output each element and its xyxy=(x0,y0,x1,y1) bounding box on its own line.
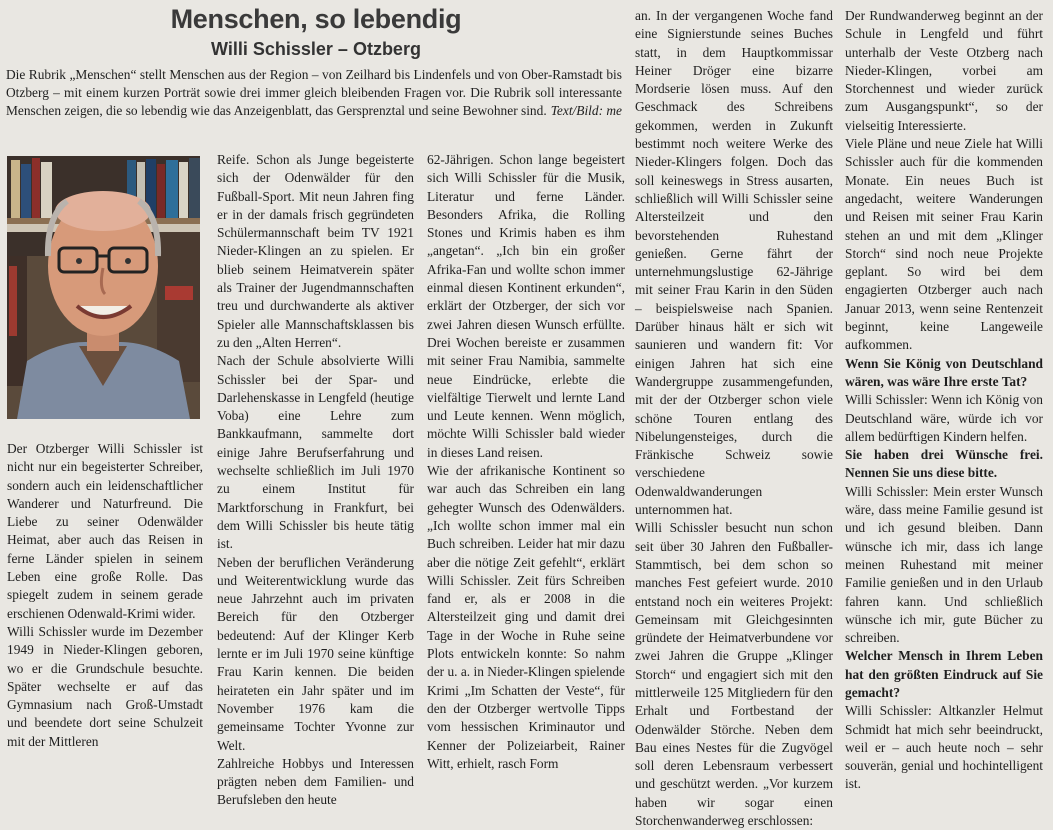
interview-question: Wenn Sie König von Deutschland wären, was wäre Ihre erste Tat? xyxy=(845,355,1043,389)
column-3-paragraph: Wie der afrikanische Kontinent so war auch das Schreiben ein lang gehegter Wunsch des Odenwälders. „Ich wollte schon immer mal ein Buch schreiben. Leider hat mir dazu aber die nötige Zeit gefehlt“, erklärt Willi Schissler. Zeit fürs Schreiben fand er, als er 2008 in die Altersteilzeit ging und damit drei Tage in der Woche in Ruhe seine Plots entwickeln konnte: So nahm der u. a. in Nieder-Klingen spielende Krimi „Im Schatten der Veste“, für den der Otzberger wertvolle Tipps vom hessischen Kriminautor und Kenner der Polizeiarbeit, Rainer Witt, erhielt, rasch Form xyxy=(427,463,625,771)
column-5 xyxy=(845,7,1043,794)
column-2-paragraph: Zahlreiche Hobbys und Interessen prägten neben dem Familien- und Berufsleben den heute xyxy=(217,755,414,808)
column-5-paragraph: Viele Pläne und neue Ziele hat Willi Schissler auch für die kommenden Monate. Ein neues Buch ist angedacht, weitere Wanderungen und Reisen mit seiner Frau Karin stehen an und mit dem „Klinger Storch“ sind noch neue Projekte geplant. So wird bei dem engagierten Otzberger auch nach Januar 2013, wenn seine Rentenzeit beginnt, keine Langeweile aufkommen. xyxy=(845,136,1043,353)
column-4-paragraph: an. In der vergangenen Woche fand eine Signierstunde seines Buches statt, in dem Hauptkommissar Heiner Dröger eine bizarre Mordserie lösen muss. Auf den Geschmack des Schreibens gekommen, werden in Zukunft bestimmt noch weitere Werke des Nieder-Klingers folgen. Doch das soll keineswegs in Stress ausarten, schließlich will Willi Schissler seine Altersteilzeit und den bevorstehenden Ruhestand genießen. Gerne fährt der unternehmungslustige 62-Jährige mit seiner Frau Karin in den Süden – beispielsweise nach Spanien. Darüber hinaus hält er sich wit saunieren und wandern fit: Vor einigen Jahren hat sich eine Wandergruppe zusammengefunden, mit der der Otzberger schon viele schöne Touren entlang des Nibelungensteiges, durch die Fränkische Schweiz sowie verschiedene Odenwaldwanderungen unternommen hat. xyxy=(635,8,833,518)
subheadline: Willi Schissler – Otzberg xyxy=(211,39,421,59)
intro-paragraph xyxy=(6,66,622,120)
interview-question: Sie haben drei Wünsche frei. Nennen Sie uns diese bitte. xyxy=(845,447,1043,481)
column-1-paragraph: Willi Schissler wurde im Dezember 1949 in Nieder-Klingen geboren, wo er die Grundschule besuchte. Später wechselte er auf das Gymnasium nach Groß-Umstadt und beendete dort seine Schulzeit mit der Mittleren xyxy=(7,623,203,749)
interview-answer: Willi Schissler: Wenn ich König von Deutschland wäre, würde ich vor allem bedürftigen Kindern helfen. xyxy=(845,392,1043,444)
column-2-paragraph: Nach der Schule absolvierte Willi Schissler bei der Spar- und Darlehenskasse in Lengfeld (heutige Voba) eine Lehre zum Bankkaufmann, sammelte dort einige Jahre Berufserfahrung und wechselte schließlich im Juli 1970 zu einem Institut für Marktforschung in Frankfurt, bei dem Willi Schissler bis heute tätig ist. xyxy=(217,353,414,552)
column-2-paragraph: Neben der beruflichen Veränderung und Weiterentwicklung wurde das neue Jahrzehnt auch im privaten Bereich für den Otzberger bedeutend: Auf der Klinger Kerb lernte er im Juli 1970 seine künftige Frau Karin kennen. Die beiden heirateten ein Jahr später und im November 1976 kam die gemeinsame Tochter Yvonne zur Welt. xyxy=(217,554,414,753)
interview-answer: Willi Schissler: Altkanzler Helmut Schmidt hat mich sehr beeindruckt, weil er – auch heute noch – sehr souverän, genial und hochintelligent ist. xyxy=(845,703,1043,792)
headline: Menschen, so lebendig xyxy=(170,4,462,34)
column-1-paragraph: Der Otzberger Willi Schissler ist nicht nur ein begeisterter Schreiber, sondern auch ein leidenschaftlicher Wanderer und Naturfreund. Die Liebe zu seiner Odenwälder Heimat, aber auch das Reisen in ferne Länder spielen in seinem Leben eine große Rolle. Das spiegelt zudem in seinem gerade erschienen Odenwald-Krimi wider. xyxy=(7,441,203,621)
portrait-illustration xyxy=(7,156,200,419)
column-3 xyxy=(427,151,625,773)
intro-text: Die Rubrik „Menschen“ stellt Menschen aus der Region – von Zeilhard bis Lindenfels und von Ober-Ramstadt bis Otzberg – mit einem kurzen Porträt sowie drei immer gleich bleibenden Fragen vor. Die Rubrik soll interessante Menschen zeigen, die so lebendig wie das Anzeigenblatt, das Gersprenztal und seine Bewohner sind. xyxy=(6,67,622,118)
interview-answer: Willi Schissler: Mein erster Wunsch wäre, dass meine Familie gesund ist und ich gesund bleiben. Dann wünsche ich mir, dass ich lange meinen Ruhestand mit meiner Familie genießen und in den Urlaub fahren kann. Und schließlich wünsche ich mir, gute Bücher zu schreiben. xyxy=(845,483,1043,646)
photo-credit: Text/Bild: me xyxy=(550,103,622,118)
portrait-photo xyxy=(7,156,200,419)
column-2 xyxy=(217,151,414,810)
column-2-paragraph: Reife. Schon als Junge begeisterte sich der Odenwälder für den Fußball-Sport. Mit neun Jahren fing er in der damals frisch gegründeten Schülermannschaft beim TV 1921 Nieder-Klingen an zu spielen. Er blieb seinem Heimatverein später als Trainer der Jugendmannschaften treu und durchwanderte als aktiver Spieler alle Mannschaftsklassen bis zu den „Alten Herren“. xyxy=(217,152,414,350)
interview-question: Welcher Mensch in Ihrem Leben hat den größten Eindruck auf Sie gemacht? xyxy=(845,648,1043,700)
column-4 xyxy=(635,7,833,830)
column-3-paragraph: 62-Jährigen. Schon lange begeistert sich Willi Schissler für die Musik, Literatur und ferne Länder. Besonders Afrika, die Rolling Stones und Krimis haben es ihm „angetan“. „Ich bin ein großer Afrika-Fan und wollte schon immer einmal diesen Kontinent erkunden“, erklärt der Otzberger, der sich vor zwei Jahren diesen Wunsch erfüllte. Drei Wochen bereiste er zusammen mit seiner Frau Namibia, sammelte neue Eindrücke, erlebte die vielfältige Tierwelt und lernte Land und Leute kennen. Wenn möglich, möchte Willi Schissler bald wieder in dieses Land reisen. xyxy=(427,152,625,460)
column-1 xyxy=(7,440,203,751)
column-4-paragraph: Willi Schissler besucht nun schon seit über 30 Jahren den Fußballer-Stammtisch, bei dem schon so manches Fest gefeiert wurde. 2010 entstand noch ein weiteres Projekt: Gemeinsam mit Gleichgesinnten gründete der Heimatverbundene vor zwei Jahren die Gruppe „Klinger Storch“ und engagiert sich mit den mittlerweile 125 Mitgliedern für den Erhalt und Fortbestand der Odenwälder Störche. Neben dem Bau eines Nestes für die Zugvögel soll deren Lebensraum verbessert und geschützt werden. „Vor kurzem haben wir sogar einen Storchenwanderweg erschlossen: xyxy=(635,520,833,829)
column-5-paragraph: Der Rundwanderweg beginnt an der Schule in Lengfeld und führt unterhalb der Veste Otzberg nach Nieder-Klingen, vorbei am Storchennest und wieder zurück zum Ausgangspunkt“, so der vielseitig Interessierte. xyxy=(845,8,1043,133)
